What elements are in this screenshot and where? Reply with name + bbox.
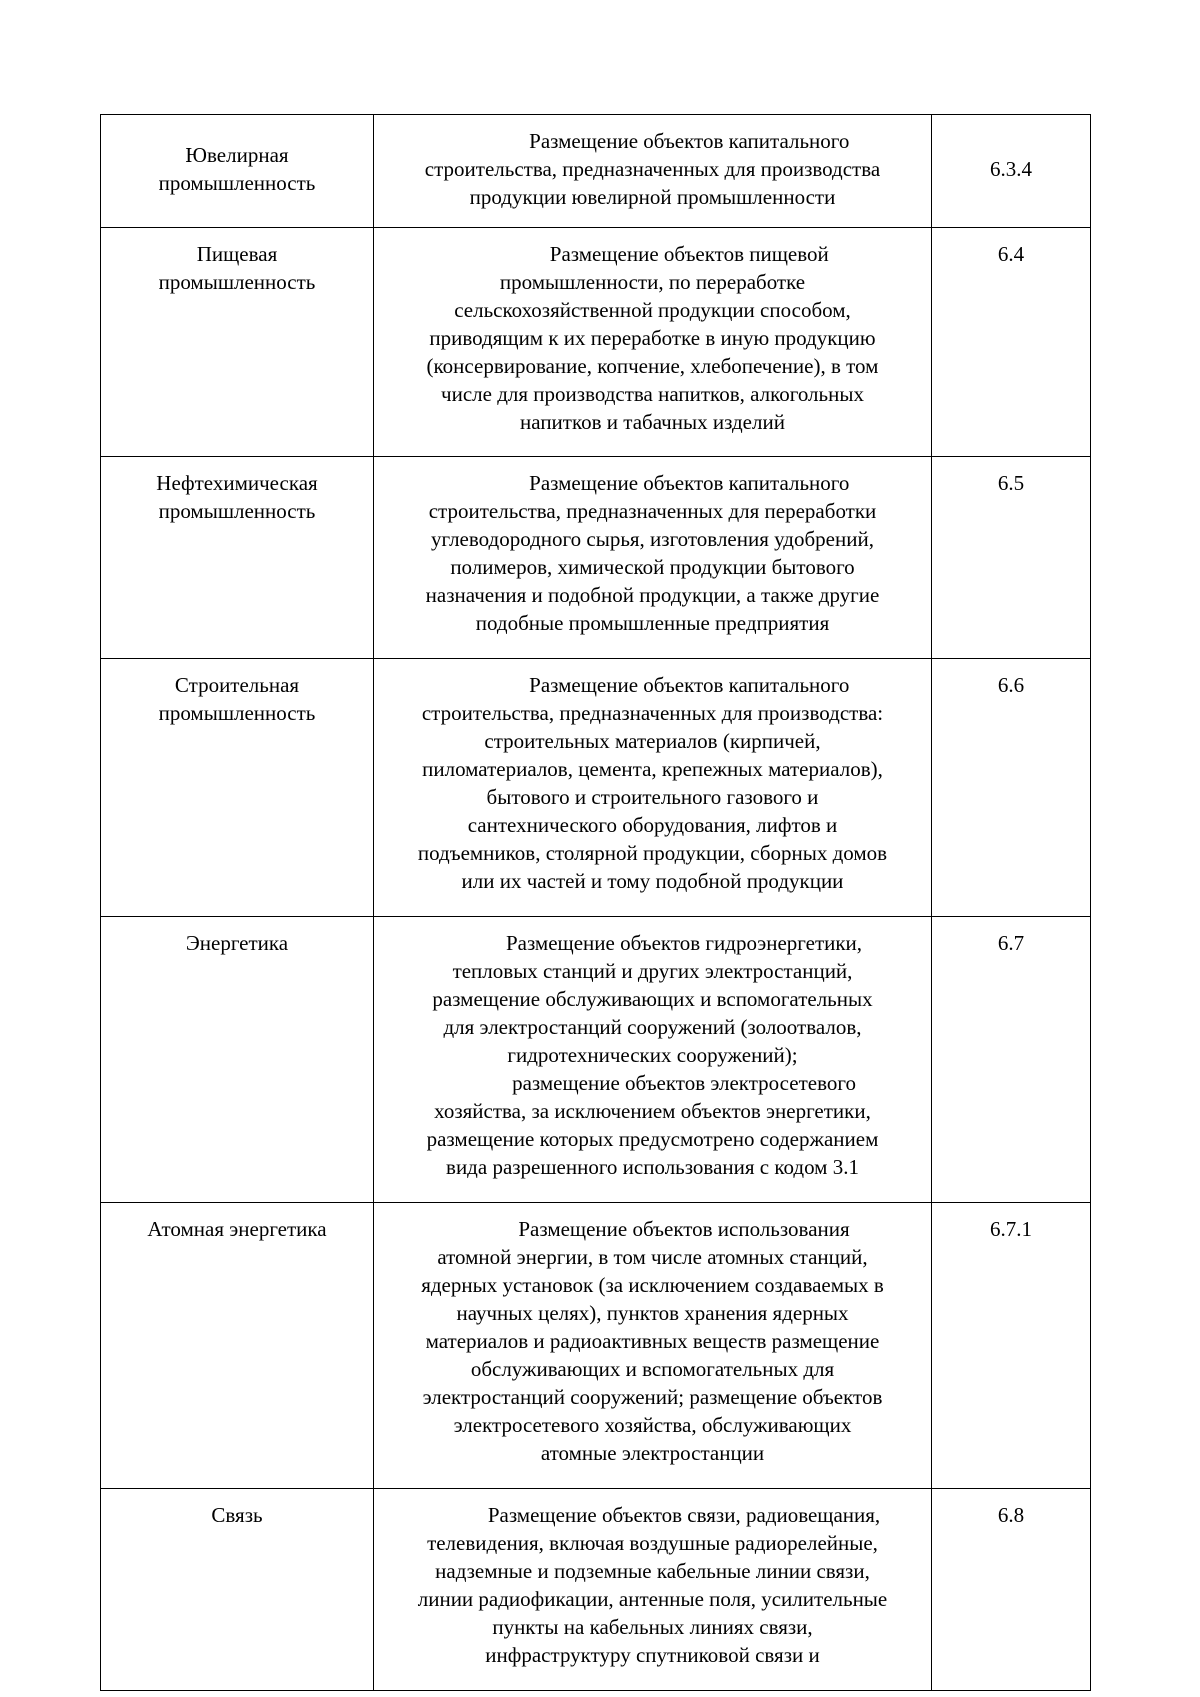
use-type-name-line: промышленность xyxy=(158,701,316,725)
description-line: материалов и радиоактивных веществ размещение xyxy=(425,1329,880,1353)
use-type-description-cell xyxy=(374,659,932,917)
use-type-name-cell xyxy=(101,228,374,457)
use-type-code-cell xyxy=(932,115,1091,228)
description-line: размещение обслуживающих и вспомогательных xyxy=(432,987,873,1011)
table-row xyxy=(101,115,1091,228)
description-line: сельскохозяйственной продукции способом, xyxy=(454,298,851,322)
use-type-name-cell xyxy=(101,659,374,917)
use-type-code: 6.8 xyxy=(997,1503,1025,1527)
use-type-code-cell xyxy=(932,1203,1091,1489)
table-row xyxy=(101,917,1091,1203)
description-line: бытового и строительного газового и xyxy=(486,785,819,809)
use-type-code-cell xyxy=(932,228,1091,457)
use-type-code-cell xyxy=(932,917,1091,1203)
description-line: обслуживающих и вспомогательных для xyxy=(470,1357,835,1381)
table-row xyxy=(101,228,1091,457)
use-type-name-line: Строительная xyxy=(174,673,300,697)
description-line: или их частей и тому подобной продукции xyxy=(461,869,844,893)
table-row xyxy=(101,659,1091,917)
use-type-name-line: Пищевая xyxy=(196,242,278,266)
description-line: электросетевого хозяйства, обслуживающих xyxy=(453,1413,852,1437)
description-line: пиломатериалов, цемента, крепежных материалов), xyxy=(422,757,883,781)
table-row xyxy=(101,1203,1091,1489)
description-line: строительства, предназначенных для производства: xyxy=(421,701,884,725)
description-line: гидротехнических сооружений); xyxy=(507,1043,798,1067)
description-line: сантехнического оборудования, лифтов и xyxy=(467,813,838,837)
use-type-description-cell xyxy=(374,115,932,228)
description-line: электростанций сооружений; размещение объектов xyxy=(422,1385,883,1409)
use-type-name-line: промышленность xyxy=(158,171,316,195)
description-line: полимеров, химической продукции бытового xyxy=(450,555,855,579)
use-type-description-cell xyxy=(374,917,932,1203)
description-line: строительства, предназначенных для производства xyxy=(424,157,881,181)
land-use-table xyxy=(100,114,1091,1691)
description-line: подъемников, столярной продукции, сборных домов xyxy=(417,841,888,865)
description-line: пункты на кабельных линиях связи, xyxy=(492,1615,813,1639)
use-type-description-cell xyxy=(374,1489,932,1691)
description-line: для электростанций сооружений (золоотвалов, xyxy=(443,1015,862,1039)
table-row xyxy=(101,1489,1091,1691)
description-line: подобные промышленные предприятия xyxy=(475,611,830,635)
description-line: (консервирование, копчение, хлебопечение), в том xyxy=(426,354,879,378)
description-line: строительных материалов (кирпичей, xyxy=(484,729,821,753)
description-line: Размещение объектов связи, радиовещания, xyxy=(424,1503,881,1527)
use-type-description-cell xyxy=(374,457,932,659)
description-line: тепловых станций и других электростанций, xyxy=(452,959,853,983)
description-line: приводящим к их переработке в иную продукцию xyxy=(429,326,876,350)
table-body xyxy=(101,115,1091,1691)
use-type-name-cell xyxy=(101,115,374,228)
use-type-name-cell xyxy=(101,457,374,659)
use-type-name-line: Атомная энергетика xyxy=(147,1217,327,1241)
description-line: размещение объектов электросетевого xyxy=(449,1071,856,1095)
use-type-code: 6.5 xyxy=(997,471,1025,495)
description-line: Размещение объектов пищевой xyxy=(476,242,829,266)
use-type-code: 6.4 xyxy=(997,242,1025,266)
description-line: атомные электростанции xyxy=(540,1441,765,1465)
use-type-name-line: Энергетика xyxy=(185,931,289,955)
use-type-name-line: промышленность xyxy=(158,270,316,294)
description-line: размещение которых предусмотрено содержанием xyxy=(426,1127,879,1151)
description-line: научных целях), пунктов хранения ядерных xyxy=(456,1301,849,1325)
description-line: Размещение объектов капитального xyxy=(455,129,850,153)
description-line: телевидения, включая воздушные радиорелейные, xyxy=(427,1531,878,1555)
description-line: вида разрешенного использования с кодом 3.1 xyxy=(446,1155,859,1179)
description-line: Размещение объектов гидроэнергетики, xyxy=(442,931,863,955)
description-line: линии радиофикации, антенные поля, усилительные xyxy=(417,1587,888,1611)
use-type-code: 6.3.4 xyxy=(990,157,1032,181)
use-type-name-cell xyxy=(101,1203,374,1489)
description-line: промышленности, по переработке xyxy=(499,270,806,294)
use-type-name-line: Ювелирная xyxy=(185,143,289,167)
use-type-description-cell xyxy=(374,1203,932,1489)
use-type-code: 6.7.1 xyxy=(990,1217,1032,1241)
use-type-name-line: Связь xyxy=(211,1503,263,1527)
description-line: строительства, предназначенных для переработки xyxy=(428,499,877,523)
description-line: Размещение объектов капитального xyxy=(455,673,850,697)
use-type-name-cell xyxy=(101,1489,374,1691)
use-type-name-line: Нефтехимическая xyxy=(156,471,318,495)
use-type-code-cell xyxy=(932,457,1091,659)
description-line: продукции ювелирной промышленности xyxy=(469,185,836,209)
description-line: Размещение объектов капитального xyxy=(455,471,850,495)
description-line: углеводородного сырья, изготовления удобрений, xyxy=(431,527,874,551)
description-line: ядерных установок (за исключением создаваемых в xyxy=(421,1273,884,1297)
use-type-name-line: промышленность xyxy=(158,499,316,523)
description-line: инфраструктуру спутниковой связи и xyxy=(485,1643,820,1667)
description-line: числе для производства напитков, алкогольных xyxy=(441,382,864,406)
use-type-code-cell xyxy=(932,1489,1091,1691)
description-line: атомной энергии, в том числе атомных станций, xyxy=(437,1245,868,1269)
table-row xyxy=(101,457,1091,659)
description-line: Размещение объектов использования xyxy=(455,1217,850,1241)
description-line: назначения и подобной продукции, а также другие xyxy=(425,583,880,607)
use-type-description-cell xyxy=(374,228,932,457)
use-type-code: 6.7 xyxy=(997,931,1025,955)
description-line: напитков и табачных изделий xyxy=(520,410,785,434)
use-type-code: 6.6 xyxy=(997,673,1025,697)
use-type-name-cell xyxy=(101,917,374,1203)
use-type-code-cell xyxy=(932,659,1091,917)
description-line: надземные и подземные кабельные линии связи, xyxy=(435,1559,870,1583)
description-line: хозяйства, за исключением объектов энергетики, xyxy=(434,1099,871,1123)
